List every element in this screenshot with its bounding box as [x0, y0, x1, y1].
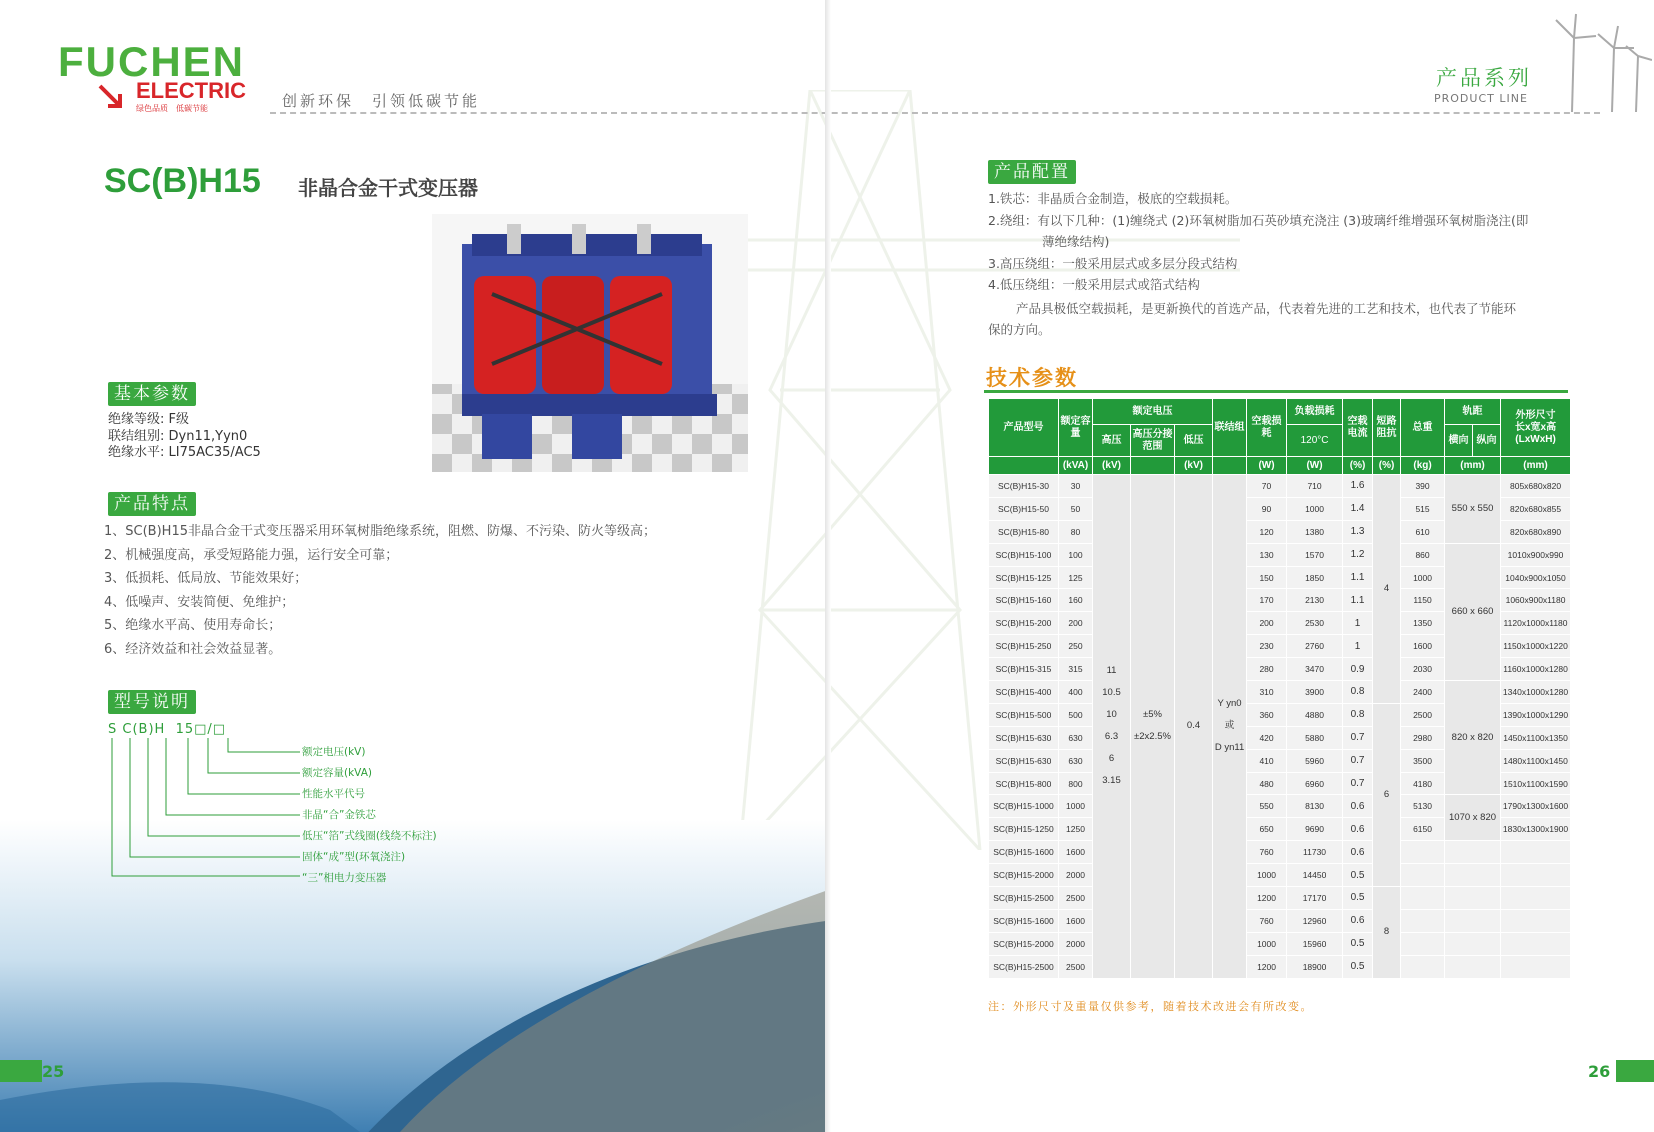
cell-capacity: 1600	[1059, 909, 1093, 932]
cell-dimensions: 820x680x855	[1501, 497, 1571, 520]
cell-track-empty	[1445, 909, 1501, 932]
cell-noload-loss: 550	[1247, 795, 1287, 818]
cell-weight	[1401, 887, 1445, 910]
cell-noload-current: 0.7	[1343, 726, 1373, 749]
cell-vector-group-line: Y yn0	[1217, 698, 1242, 710]
model-code: S C(B)H 15□/□	[108, 722, 227, 737]
config-item: 2.绕组：有以下几种：(1)缠绕式 (2)环氧树脂加石英砂填充浇注 (3)玻璃纤维增强环氧树脂浇注(即	[988, 212, 1529, 228]
model-legend	[302, 742, 437, 889]
cell-noload-current: 1.1	[1343, 566, 1373, 589]
cell-noload-loss: 760	[1247, 841, 1287, 864]
cell-noload-current: 1.1	[1343, 589, 1373, 612]
cell-model: SC(B)H15-500	[989, 703, 1059, 726]
cell-model: SC(B)H15-200	[989, 612, 1059, 635]
brand-tagline-small: 绿色品质 低碳节能	[136, 104, 208, 113]
page-number-left: 25	[42, 1062, 65, 1081]
cell-noload-current: 0.7	[1343, 749, 1373, 772]
cell-capacity: 125	[1059, 566, 1093, 589]
tech-title-underline	[984, 390, 1568, 393]
model-legend-item: 固体“成”型(环氧浇注)	[302, 851, 406, 863]
th-dimensions-label: 外形尺寸	[1515, 409, 1556, 421]
cell-track: 820 x 820	[1445, 681, 1501, 795]
cell-vector-group	[1213, 475, 1247, 979]
cell-dimensions: 1120x1000x1180	[1501, 612, 1571, 635]
cell-capacity: 30	[1059, 475, 1093, 498]
cell-weight: 3500	[1401, 749, 1445, 772]
table-row	[989, 955, 1571, 978]
cell-dimensions	[1501, 864, 1571, 887]
table-row	[989, 795, 1571, 818]
cell-noload-loss: 410	[1247, 749, 1287, 772]
cell-noload-loss: 420	[1247, 726, 1287, 749]
th-unit: (kg)	[1401, 457, 1445, 475]
cell-dimensions: 820x680x890	[1501, 520, 1571, 543]
cell-noload-loss: 1200	[1247, 887, 1287, 910]
cell-load-loss: 18900	[1287, 955, 1343, 978]
cell-weight	[1401, 864, 1445, 887]
cell-capacity: 800	[1059, 772, 1093, 795]
cell-model: SC(B)H15-1000	[989, 795, 1059, 818]
cell-noload-loss: 360	[1247, 703, 1287, 726]
cell-hv-line: 11	[1106, 665, 1117, 677]
th-load-temp: 120°C	[1287, 425, 1343, 457]
cell-noload-loss: 130	[1247, 543, 1287, 566]
logo-arrow-icon	[96, 82, 134, 112]
cell-load-loss: 9690	[1287, 818, 1343, 841]
model-legend-item: “三”相电力变压器	[302, 872, 387, 884]
cell-load-loss: 15960	[1287, 932, 1343, 955]
th-dimensions-unit: (LxWxH)	[1515, 433, 1556, 445]
cell-capacity: 100	[1059, 543, 1093, 566]
brand-logo-name: FUCHEN	[58, 38, 245, 85]
cell-capacity: 630	[1059, 726, 1093, 749]
cell-tap-range-line: ±5%	[1143, 709, 1162, 721]
cell-capacity: 200	[1059, 612, 1093, 635]
cell-noload-current: 1.6	[1343, 475, 1373, 498]
feature-item: 6、经济效益和社会效益显著。	[104, 641, 282, 657]
th-unit: (kVA)	[1059, 457, 1093, 475]
cell-capacity: 50	[1059, 497, 1093, 520]
cell-tap-range	[1131, 475, 1175, 979]
cell-dimensions: 1450x1100x1350	[1501, 726, 1571, 749]
th-unit: (W)	[1247, 457, 1287, 475]
feature-item: 3、低损耗、低局放、节能效果好；	[104, 571, 308, 586]
model-legend-lines	[108, 738, 308, 888]
cell-noload-current: 0.6	[1343, 841, 1373, 864]
cell-load-loss: 2130	[1287, 589, 1343, 612]
cell-dimensions: 1010x900x990	[1501, 543, 1571, 566]
config-item: 3.高压绕组：一般采用层式或多层分段式结构	[988, 255, 1238, 271]
th-unit: (%)	[1373, 457, 1401, 475]
th-impedance: 短路阻抗	[1373, 399, 1401, 457]
cell-weight: 2980	[1401, 726, 1445, 749]
cell-capacity: 2500	[1059, 887, 1093, 910]
th-weight: 总重	[1401, 399, 1445, 457]
th-unit-blank	[1213, 457, 1247, 475]
basic-params	[108, 412, 261, 462]
cell-noload-loss: 230	[1247, 635, 1287, 658]
table-row	[989, 681, 1571, 704]
cell-noload-current: 0.6	[1343, 795, 1373, 818]
th-track: 轨距	[1445, 399, 1501, 425]
cell-dimensions	[1501, 909, 1571, 932]
cell-model: SC(B)H15-1600	[989, 909, 1059, 932]
cell-capacity: 1000	[1059, 795, 1093, 818]
cell-noload-current: 0.6	[1343, 818, 1373, 841]
section-tag-basic: 基本参数	[108, 382, 196, 406]
cell-weight: 610	[1401, 520, 1445, 543]
cell-model: SC(B)H15-400	[989, 681, 1059, 704]
config-item: 1.铁芯：非晶质合金制造，极底的空载损耗。	[988, 191, 1238, 206]
feature-item: 1、SC(B)H15非晶合金干式变压器采用环氧树脂绝缘系统，阻燃、防爆、不污染、防火等级高；	[104, 524, 656, 539]
model-legend-item: 低压“箔”式线圈(线绕不标注)	[302, 830, 437, 842]
cell-track: 1070 x 820	[1445, 795, 1501, 841]
cell-noload-current: 0.5	[1343, 887, 1373, 910]
cell-track-empty	[1445, 932, 1501, 955]
config-item: 4.低压绕组：一般采用层式或箔式结构	[988, 277, 1200, 292]
cell-capacity: 500	[1059, 703, 1093, 726]
cell-dimensions: 1060x900x1180	[1501, 589, 1571, 612]
cell-capacity: 1250	[1059, 818, 1093, 841]
cell-model: SC(B)H15-125	[989, 566, 1059, 589]
config-list	[988, 188, 1608, 341]
brand-logo-sub: ELECTRIC	[136, 78, 246, 103]
cell-noload-current: 0.9	[1343, 658, 1373, 681]
cell-track-empty	[1445, 887, 1501, 910]
cell-noload-current: 1	[1343, 635, 1373, 658]
cell-model: SC(B)H15-800	[989, 772, 1059, 795]
cell-dimensions: 1390x1000x1290	[1501, 703, 1571, 726]
cell-hv-line: 10	[1106, 709, 1117, 721]
cell-vector-group-line: 或	[1224, 720, 1235, 732]
cell-load-loss: 17170	[1287, 887, 1343, 910]
th-unit: (mm)	[1501, 457, 1571, 475]
table-row	[989, 909, 1571, 932]
cell-weight: 515	[1401, 497, 1445, 520]
cell-noload-loss: 480	[1247, 772, 1287, 795]
cell-noload-current: 1.4	[1343, 497, 1373, 520]
basic-param-insulation-level: 绝缘水平: LI75AC35/AC5	[108, 445, 261, 460]
th-capacity: 额定容量	[1059, 399, 1093, 457]
transformer-photo	[432, 214, 748, 472]
cell-weight: 2500	[1401, 703, 1445, 726]
cell-model: SC(B)H15-2500	[989, 955, 1059, 978]
cell-noload-current: 1.2	[1343, 543, 1373, 566]
th-lv: 低压	[1175, 425, 1213, 457]
cell-weight	[1401, 909, 1445, 932]
cell-noload-loss: 170	[1247, 589, 1287, 612]
model-legend-item: 性能水平代号	[302, 788, 365, 800]
cell-dimensions	[1501, 955, 1571, 978]
wind-turbine-icon	[1548, 8, 1652, 114]
model-legend-item: 额定容量(kVA)	[302, 767, 372, 779]
cell-noload-current: 0.8	[1343, 681, 1373, 704]
th-hv: 高压	[1093, 425, 1131, 457]
cell-capacity: 2500	[1059, 955, 1093, 978]
cell-capacity: 160	[1059, 589, 1093, 612]
cell-dimensions: 805x680x820	[1501, 475, 1571, 498]
th-unit-blank	[1131, 457, 1175, 475]
th-tap-range: 高压分接范围	[1131, 425, 1175, 457]
cell-dimensions	[1501, 841, 1571, 864]
feature-item: 5、绝缘水平高、使用寿命长；	[104, 618, 282, 633]
cell-model: SC(B)H15-2000	[989, 864, 1059, 887]
th-unit-blank	[989, 457, 1059, 475]
cell-load-loss: 6960	[1287, 772, 1343, 795]
cell-model: SC(B)H15-1600	[989, 841, 1059, 864]
cell-dimensions: 1790x1300x1600	[1501, 795, 1571, 818]
th-dimensions	[1501, 399, 1571, 457]
cell-track: 550 x 550	[1445, 475, 1501, 544]
th-unit: (mm)	[1445, 457, 1501, 475]
cell-model: SC(B)H15-250	[989, 635, 1059, 658]
cell-noload-loss: 120	[1247, 520, 1287, 543]
cell-hv-line: 6.3	[1104, 731, 1119, 743]
config-item: 薄绝缘结构)	[1042, 234, 1110, 249]
cell-lv: 0.4	[1175, 475, 1213, 979]
cell-noload-loss: 310	[1247, 681, 1287, 704]
cell-noload-current: 0.7	[1343, 772, 1373, 795]
cell-weight: 2030	[1401, 658, 1445, 681]
basic-param-insulation-class: 绝缘等级: F级	[108, 412, 189, 427]
cell-model: SC(B)H15-315	[989, 658, 1059, 681]
cell-capacity: 630	[1059, 749, 1093, 772]
cell-weight: 860	[1401, 543, 1445, 566]
cell-load-loss: 710	[1287, 475, 1343, 498]
cell-model: SC(B)H15-1250	[989, 818, 1059, 841]
cell-dimensions: 1040x900x1050	[1501, 566, 1571, 589]
table-row	[989, 932, 1571, 955]
cell-hv-line: 6	[1108, 753, 1115, 765]
th-noload-loss: 空载损耗	[1247, 399, 1287, 457]
cell-track-empty	[1445, 841, 1501, 864]
th-noload-current: 空载电流	[1343, 399, 1373, 457]
cell-hv-line: 3.15	[1102, 775, 1121, 787]
cell-hv-line: 10.5	[1102, 687, 1121, 699]
cell-impedance: 8	[1373, 887, 1401, 979]
cell-load-loss: 12960	[1287, 909, 1343, 932]
cell-capacity: 2000	[1059, 932, 1093, 955]
section-title-tech: 技术参数	[986, 366, 1078, 390]
cell-capacity: 400	[1059, 681, 1093, 704]
cell-impedance: 6	[1373, 703, 1401, 886]
cell-dimensions: 1510x1100x1590	[1501, 772, 1571, 795]
cell-capacity: 2000	[1059, 864, 1093, 887]
cell-load-loss: 2760	[1287, 635, 1343, 658]
cell-weight: 1000	[1401, 566, 1445, 589]
section-tag-model: 型号说明	[108, 690, 196, 714]
cell-weight: 1350	[1401, 612, 1445, 635]
cell-model: SC(B)H15-30	[989, 475, 1059, 498]
page-number-bar-left	[0, 1060, 42, 1082]
cell-load-loss: 1000	[1287, 497, 1343, 520]
cell-hv	[1093, 475, 1131, 979]
cell-noload-loss: 200	[1247, 612, 1287, 635]
cell-noload-loss: 650	[1247, 818, 1287, 841]
cell-load-loss: 8130	[1287, 795, 1343, 818]
cell-weight: 2400	[1401, 681, 1445, 704]
cell-load-loss: 1380	[1287, 520, 1343, 543]
cell-track-empty	[1445, 955, 1501, 978]
th-unit: (kV)	[1093, 457, 1131, 475]
cell-noload-current: 0.8	[1343, 703, 1373, 726]
product-model-title: SC(B)H15	[104, 162, 261, 200]
cell-load-loss: 3900	[1287, 681, 1343, 704]
header-series-en: PRODUCT LINE	[1434, 92, 1528, 105]
page-number-bar-right	[1616, 1060, 1654, 1082]
cell-noload-current: 0.5	[1343, 864, 1373, 887]
cell-weight	[1401, 955, 1445, 978]
table-row	[989, 475, 1571, 498]
cell-weight	[1401, 932, 1445, 955]
cell-weight	[1401, 841, 1445, 864]
th-vector-group: 联结组	[1213, 399, 1247, 457]
cell-weight: 6150	[1401, 818, 1445, 841]
config-paragraph-cont: 保的方向。	[988, 322, 1051, 337]
th-unit: (%)	[1343, 457, 1373, 475]
cell-model: SC(B)H15-630	[989, 726, 1059, 749]
table-row	[989, 841, 1571, 864]
cell-noload-loss: 70	[1247, 475, 1287, 498]
th-load-loss: 负载损耗	[1287, 399, 1343, 425]
table-note: 注：外形尺寸及重量仅供参考，随着技术改进会有所改变。	[988, 1000, 1313, 1013]
cell-capacity: 80	[1059, 520, 1093, 543]
cell-noload-loss: 1000	[1247, 932, 1287, 955]
cell-model: SC(B)H15-630	[989, 749, 1059, 772]
slogan: 创新环保 引领低碳节能	[282, 92, 481, 110]
cell-weight: 390	[1401, 475, 1445, 498]
cell-load-loss: 1570	[1287, 543, 1343, 566]
cell-load-loss: 3470	[1287, 658, 1343, 681]
th-track-h: 横向	[1445, 425, 1473, 457]
cell-noload-current: 1	[1343, 612, 1373, 635]
cell-noload-loss: 760	[1247, 909, 1287, 932]
cell-capacity: 1600	[1059, 841, 1093, 864]
product-name-title: 非晶合金干式变压器	[298, 176, 478, 200]
th-track-v: 纵向	[1473, 425, 1501, 457]
cell-impedance: 4	[1373, 475, 1401, 704]
table-row	[989, 543, 1571, 566]
model-legend-item: 非晶“合”金铁芯	[302, 809, 376, 821]
cell-model: SC(B)H15-2000	[989, 932, 1059, 955]
cell-model: SC(B)H15-80	[989, 520, 1059, 543]
cell-load-loss: 14450	[1287, 864, 1343, 887]
cell-weight: 1150	[1401, 589, 1445, 612]
cell-noload-loss: 280	[1247, 658, 1287, 681]
spine	[825, 0, 831, 1132]
cell-load-loss: 5960	[1287, 749, 1343, 772]
th-dimensions-sub: 长x宽x高	[1514, 421, 1557, 433]
cell-noload-loss: 1000	[1247, 864, 1287, 887]
section-tag-config: 产品配置	[988, 160, 1076, 184]
cell-capacity: 250	[1059, 635, 1093, 658]
cell-dimensions: 1340x1000x1280	[1501, 681, 1571, 704]
cell-dimensions: 1830x1300x1900	[1501, 818, 1571, 841]
cell-noload-current: 0.5	[1343, 955, 1373, 978]
th-rated-voltage: 额定电压	[1093, 399, 1213, 425]
cell-track-empty	[1445, 864, 1501, 887]
model-legend-item: 额定电压(kV)	[302, 746, 366, 758]
header-series-cn: 产品系列	[1436, 66, 1532, 90]
table-row	[989, 887, 1571, 910]
features-list	[104, 520, 656, 661]
cell-load-loss: 4880	[1287, 703, 1343, 726]
cell-model: SC(B)H15-50	[989, 497, 1059, 520]
cell-model: SC(B)H15-160	[989, 589, 1059, 612]
cell-vector-group-line: D yn11	[1214, 742, 1245, 754]
th-unit: (W)	[1287, 457, 1343, 475]
cell-dimensions: 1150x1000x1220	[1501, 635, 1571, 658]
section-tag-features: 产品特点	[108, 492, 196, 516]
spec-table	[988, 398, 1571, 979]
cell-dimensions: 1480x1100x1450	[1501, 749, 1571, 772]
cell-noload-current: 1.3	[1343, 520, 1373, 543]
cell-dimensions	[1501, 887, 1571, 910]
cell-load-loss: 5880	[1287, 726, 1343, 749]
cell-model: SC(B)H15-2500	[989, 887, 1059, 910]
cell-model: SC(B)H15-100	[989, 543, 1059, 566]
cell-dimensions	[1501, 932, 1571, 955]
cell-tap-range-line: ±2x2.5%	[1134, 731, 1171, 743]
table-row	[989, 864, 1571, 887]
cell-capacity: 315	[1059, 658, 1093, 681]
page-number-right: 26	[1588, 1062, 1611, 1081]
cell-load-loss: 2530	[1287, 612, 1343, 635]
cell-noload-current: 0.6	[1343, 909, 1373, 932]
cell-weight: 5130	[1401, 795, 1445, 818]
cell-noload-current: 0.5	[1343, 932, 1373, 955]
cell-load-loss: 11730	[1287, 841, 1343, 864]
cell-weight: 4180	[1401, 772, 1445, 795]
cell-load-loss: 1850	[1287, 566, 1343, 589]
th-model: 产品型号	[989, 399, 1059, 457]
cell-noload-loss: 90	[1247, 497, 1287, 520]
th-unit: (kV)	[1175, 457, 1213, 475]
header-divider	[270, 112, 1600, 114]
feature-item: 4、低噪声、安装简便、免维护；	[104, 594, 295, 610]
cell-noload-loss: 150	[1247, 566, 1287, 589]
feature-item: 2、机械强度高，承受短路能力强，运行安全可靠；	[104, 547, 399, 563]
cell-noload-loss: 1200	[1247, 955, 1287, 978]
basic-param-vector-group: 联结组别: Dyn11,Yyn0	[108, 428, 248, 444]
cell-dimensions: 1160x1000x1280	[1501, 658, 1571, 681]
cell-track: 660 x 660	[1445, 543, 1501, 680]
config-paragraph: 产品具极低空载损耗，是更新换代的首选产品，代表着先进的工艺和技术，也代表了节能环	[1016, 300, 1517, 316]
cell-weight: 1600	[1401, 635, 1445, 658]
